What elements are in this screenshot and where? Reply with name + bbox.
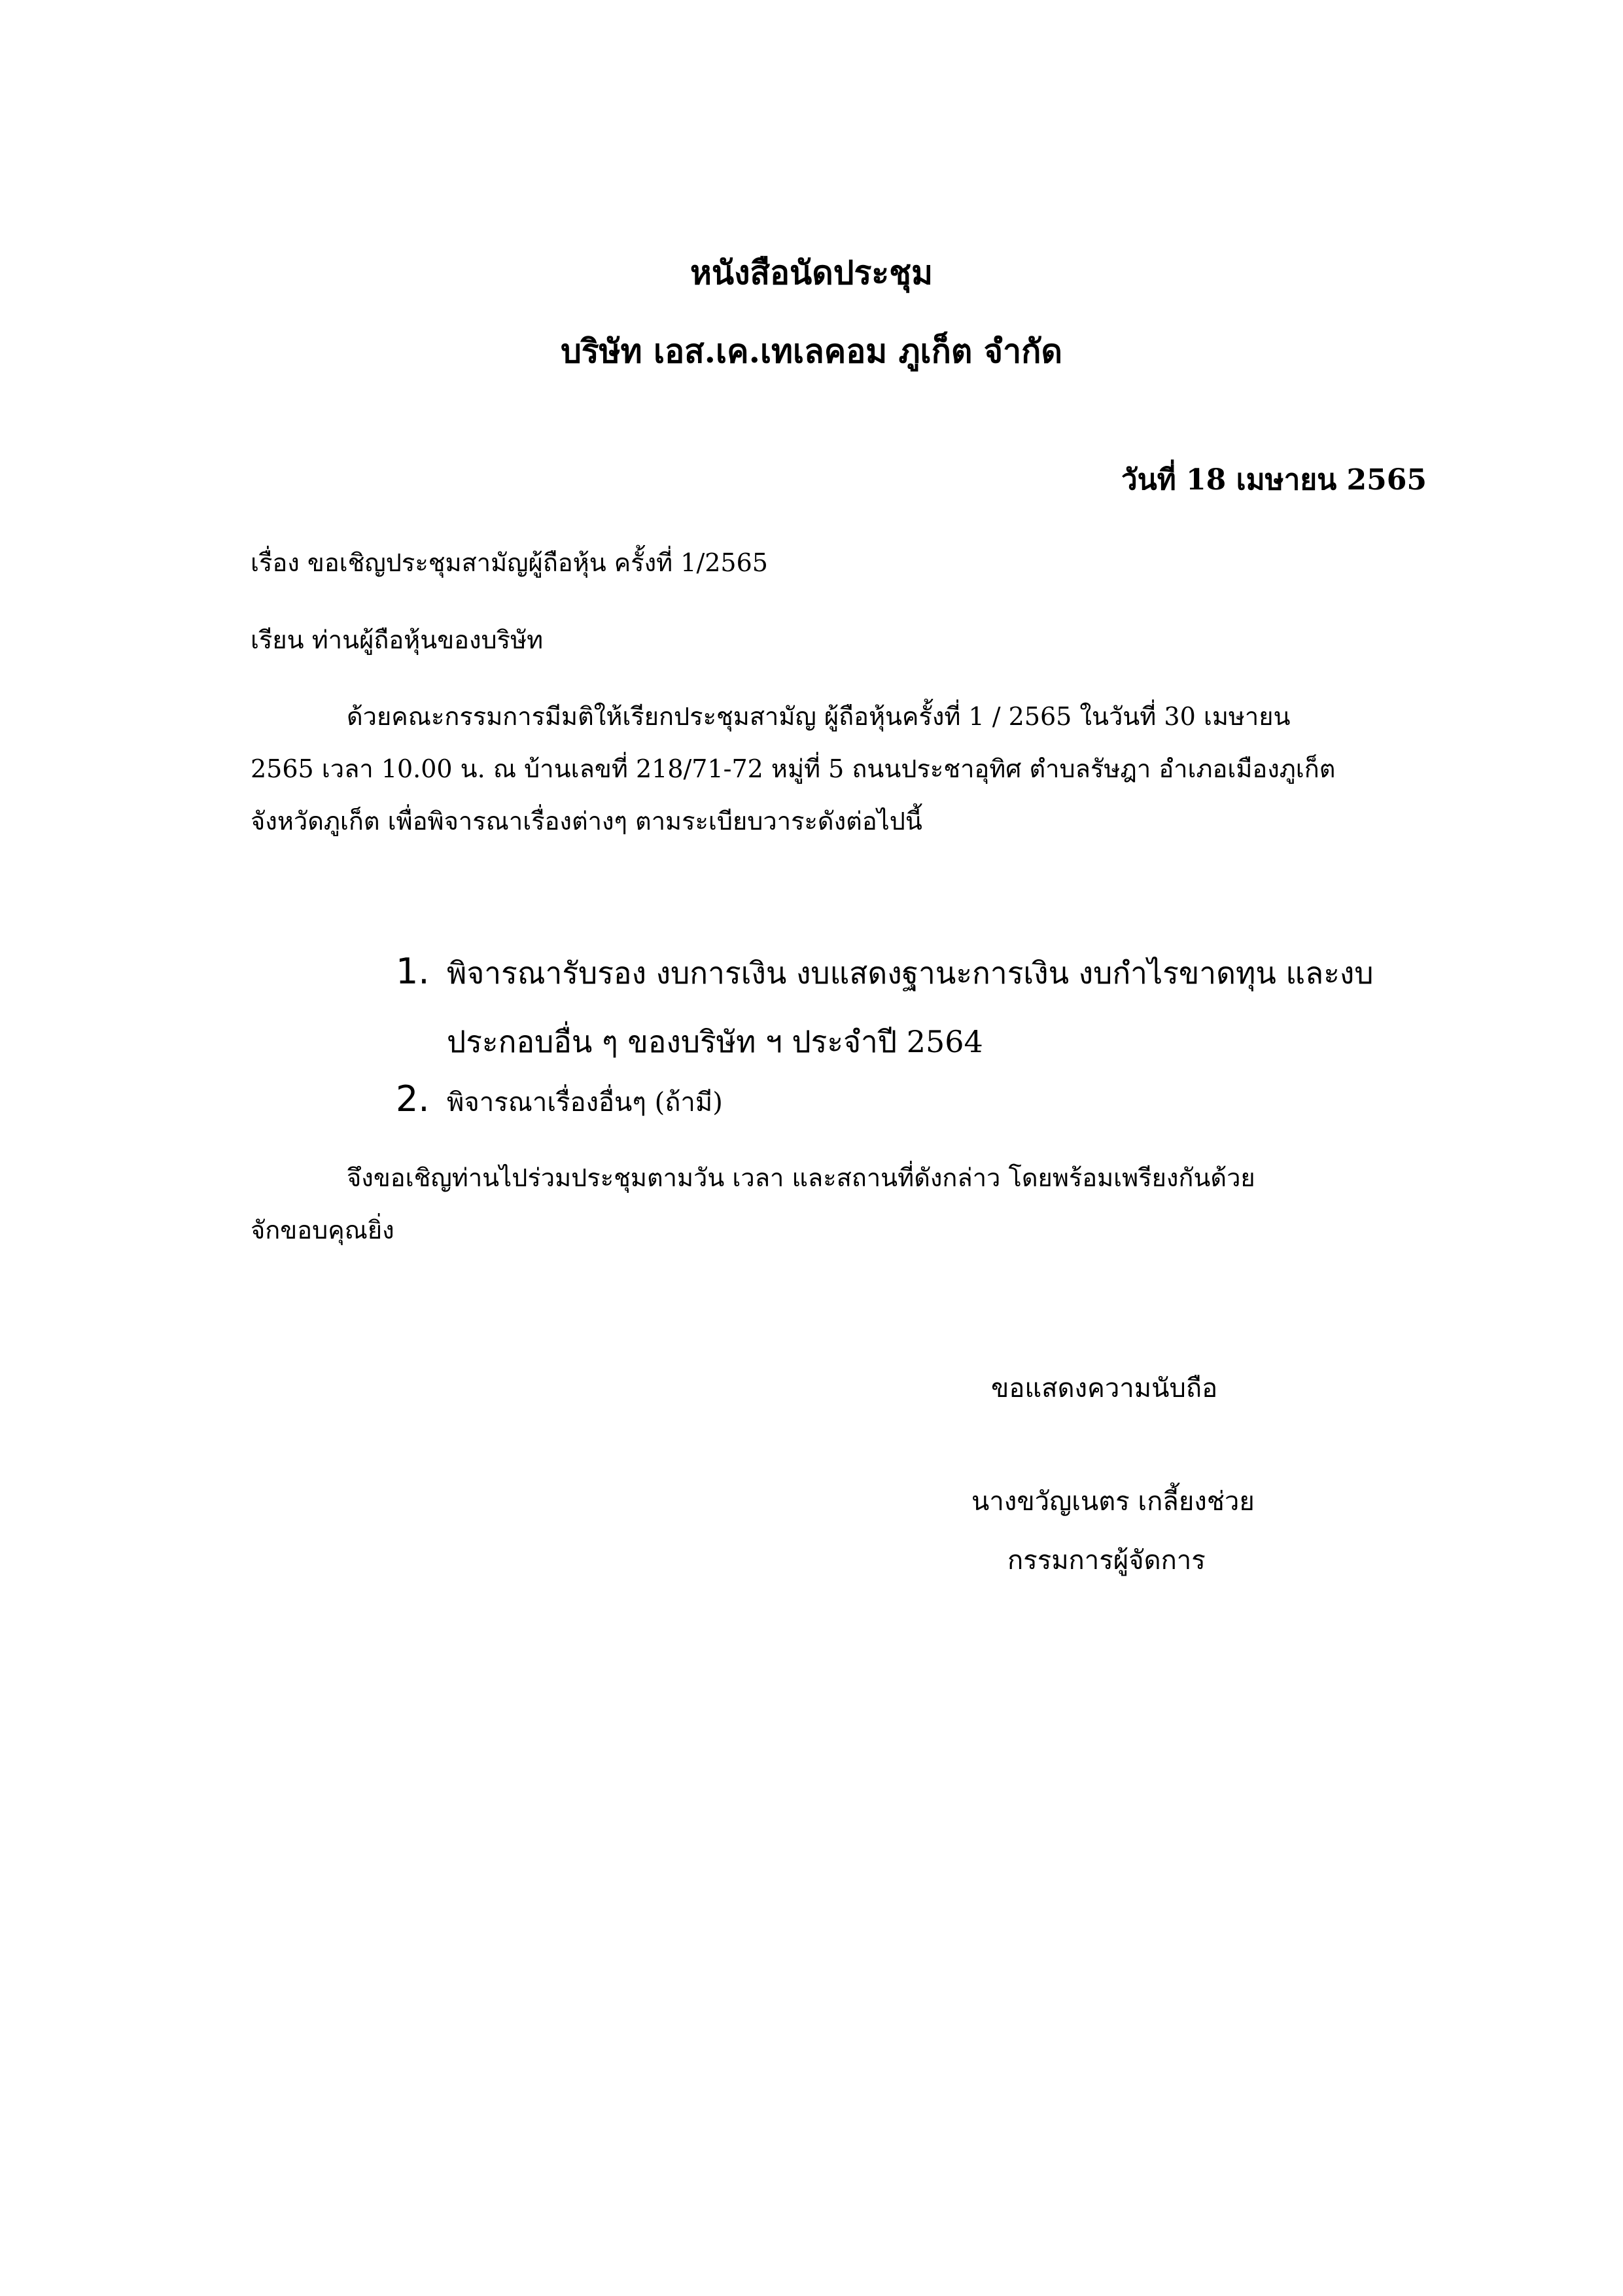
body-line: 2565 เวลา 10.00 น. ณ บ้านเลขที่ 218/71-72 หมู่ที่ 5 ถนนประชาอุทิศ ตำบลรัษฎา อำเภอเมืองภูเก็ต	[251, 754, 1336, 783]
signatory-position: กรรมการผู้จัดการ	[1007, 1545, 1206, 1576]
letter-date: วันที่ 18 เมษายน 2565	[1121, 463, 1427, 497]
document-title: หนังสือนัดประชุม	[689, 253, 934, 292]
letter-salutation: เรียน ท่านผู้ถือหุ้นของบริษัท	[251, 626, 544, 654]
agenda-item-number: 2.	[396, 1078, 430, 1120]
company-name: บริษัท เอส.เค.เทเลคอม ภูเก็ต จำกัด	[561, 332, 1062, 370]
closing-line: จักขอบคุณยิ่ง	[251, 1216, 394, 1245]
signatory-name: นางขวัญเนตร เกลี้ยงช่วย	[971, 1487, 1255, 1517]
agenda-item-text: พิจารณาเรื่องอื่นๆ (ถ้ามี)	[447, 1087, 723, 1118]
closing-line: จึงขอเชิญท่านไปร่วมประชุมตามวัน เวลา และสถานที่ดังกล่าว โดยพร้อมเพรียงกันด้วย	[347, 1163, 1255, 1192]
letter-subject: เรื่อง ขอเชิญประชุมสามัญผู้ถือหุ้น ครั้งที่ 1/2565	[251, 548, 768, 577]
signature-regards: ขอแสดงความนับถือ	[991, 1373, 1218, 1404]
body-line: จังหวัดภูเก็ต เพื่อพิจารณาเรื่องต่างๆ ตามระเบียบวาระดังต่อไปนี้	[251, 807, 922, 836]
agenda-item-number: 1.	[396, 951, 430, 992]
agenda-item-text: พิจารณารับรอง งบการเงิน งบแสดงฐานะการเงิน งบกำไรขาดทุน และงบ	[447, 955, 1374, 991]
body-line: ด้วยคณะกรรมการมีมติให้เรียกประชุมสามัญ ผู้ถือหุ้นครั้งที่ 1 / 2565 ในวันที่ 30 เมษายน	[347, 702, 1291, 731]
agenda-item-text: ประกอบอื่น ๆ ของบริษัท ฯ ประจำปี 2564	[447, 1024, 983, 1059]
